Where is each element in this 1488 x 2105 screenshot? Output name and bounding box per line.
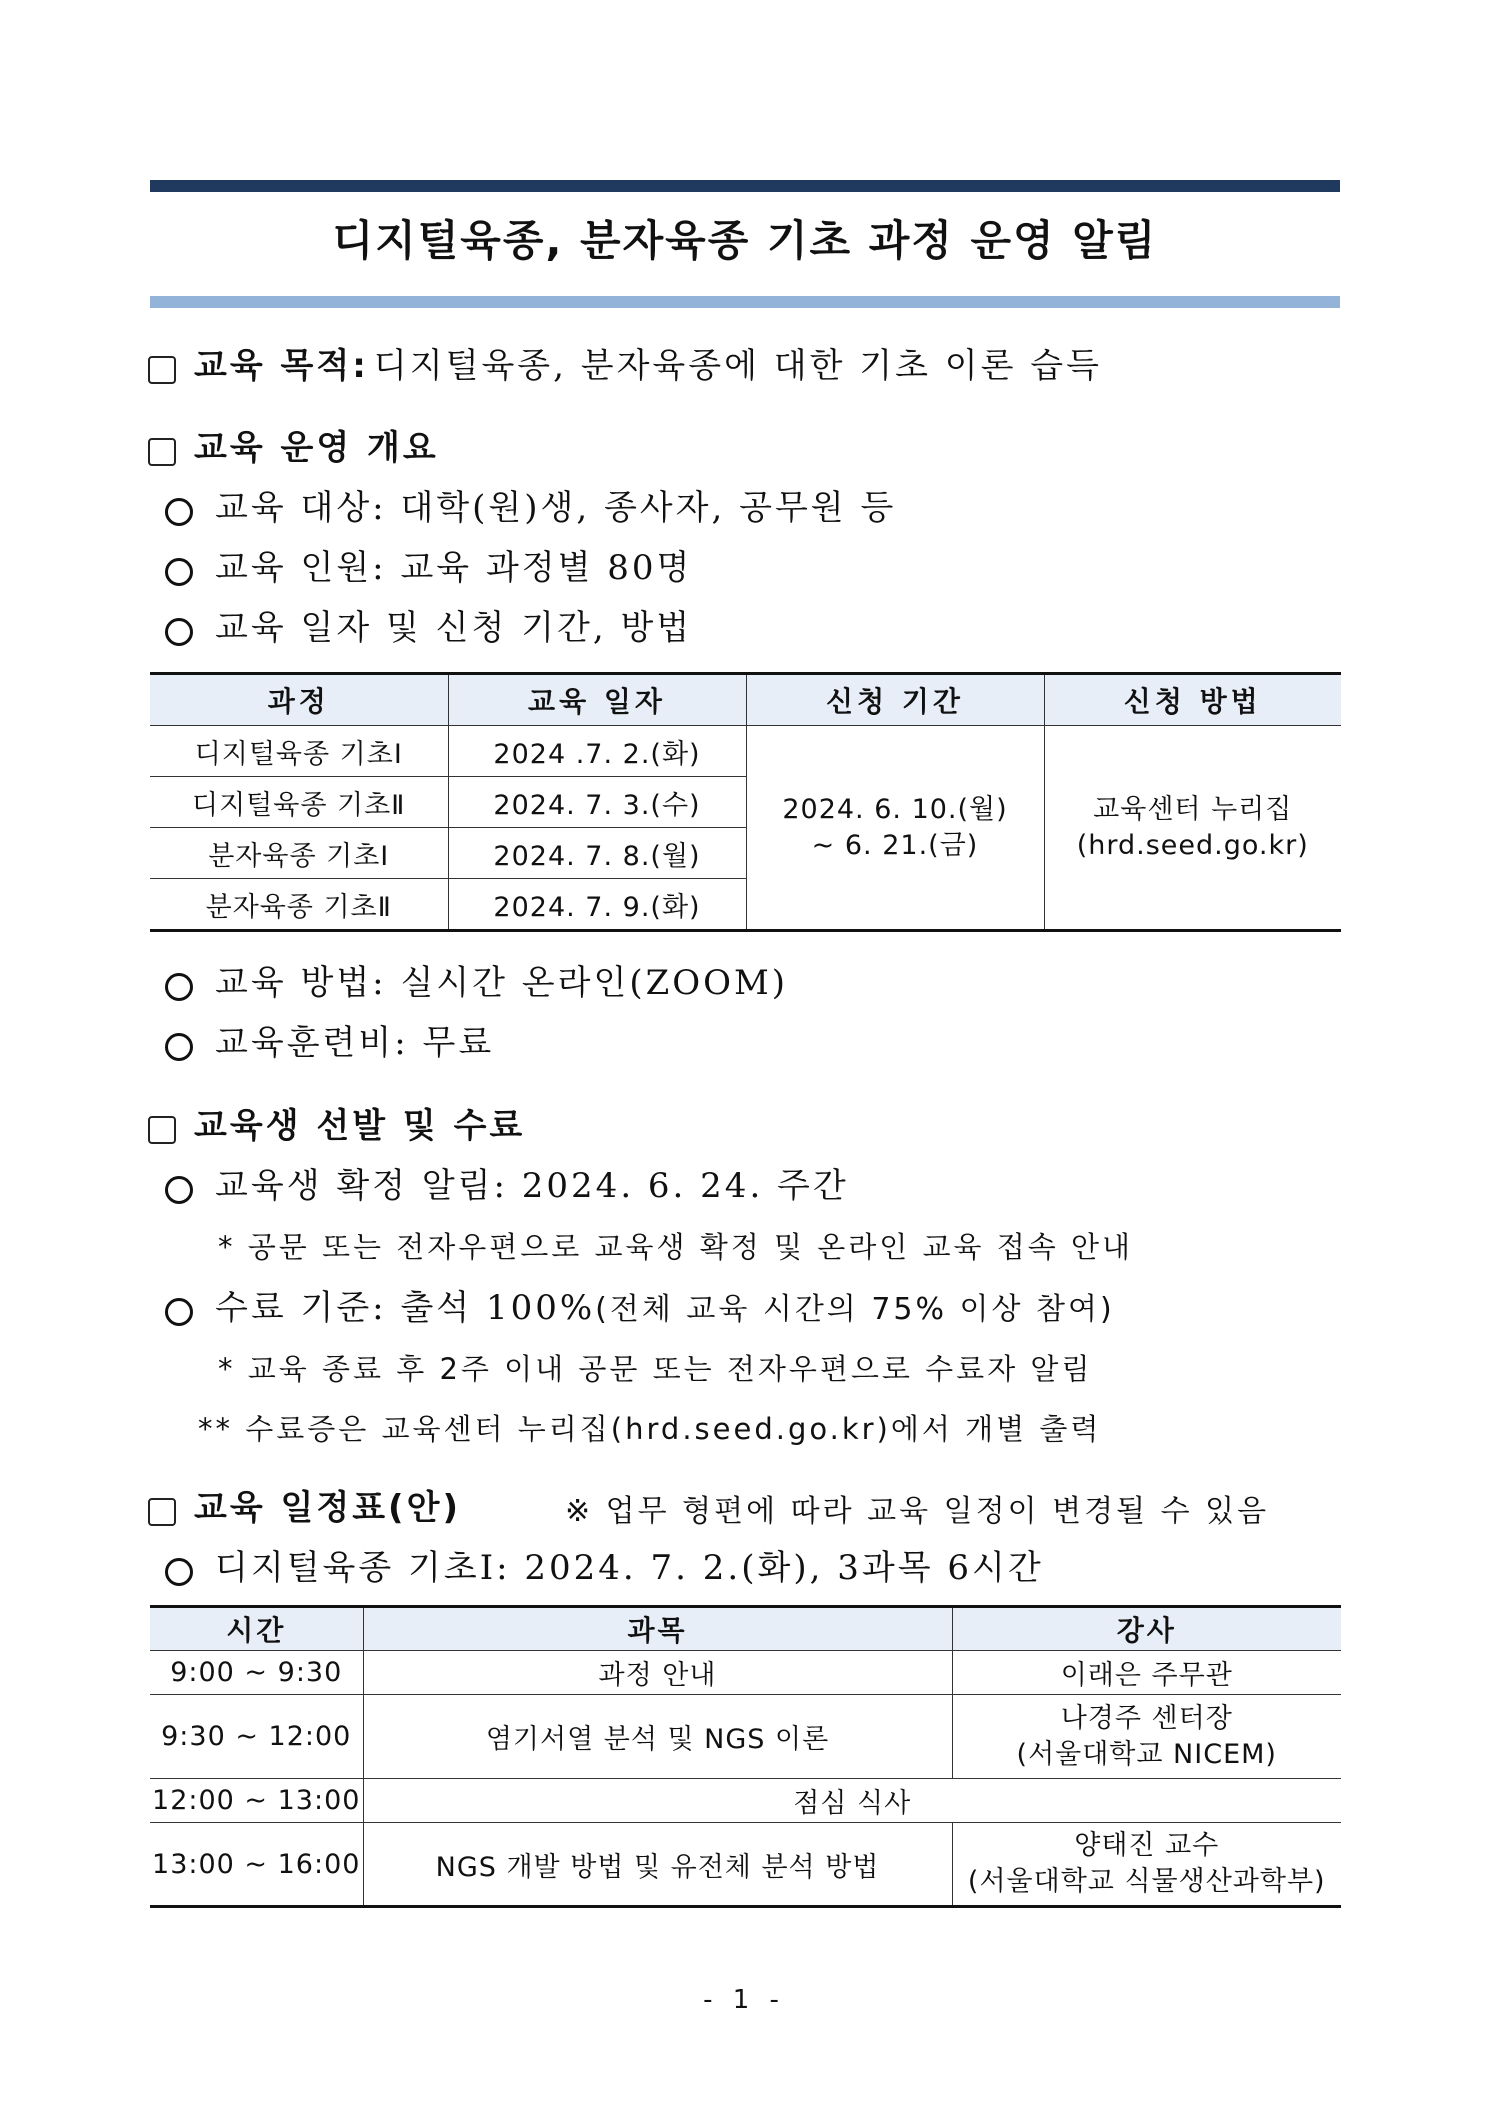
bullet-course-day bbox=[165, 1540, 1044, 1589]
circle-bullet-icon bbox=[165, 1033, 193, 1061]
checkbox-square-icon bbox=[148, 1116, 176, 1144]
title-top-rule bbox=[150, 180, 1340, 192]
bullet-confirm bbox=[165, 1158, 849, 1207]
course-cell: 분자육종 기초Ⅱ bbox=[150, 879, 448, 931]
page-number: - 1 - bbox=[703, 1985, 785, 2015]
bullet-text: 교육훈련비: 무료 bbox=[215, 1023, 495, 1063]
section-timetable bbox=[148, 1480, 461, 1529]
timetable-change-note bbox=[565, 1486, 1269, 1530]
lecturer-name: 양태진 교수 bbox=[1074, 1830, 1220, 1861]
note-certificate bbox=[198, 1407, 1101, 1448]
table-row bbox=[150, 1651, 1341, 1695]
section-heading: 교육 운영 개요 bbox=[194, 428, 439, 468]
daily-timetable bbox=[150, 1605, 1341, 1908]
bullet-schedule bbox=[165, 600, 692, 649]
bullet-fee bbox=[165, 1015, 494, 1064]
table-row bbox=[150, 1823, 1341, 1907]
table-header-row bbox=[150, 1607, 1341, 1651]
application-method-cell bbox=[1044, 726, 1341, 931]
subject-cell: 염기서열 분석 및 NGS 이론 bbox=[363, 1695, 952, 1779]
method-url: (hrd.seed.go.kr) bbox=[1076, 829, 1309, 861]
course-cell: 디지털육종 기초Ⅱ bbox=[150, 777, 448, 828]
bullet-text: 수료 기준: 출석 100% bbox=[215, 1288, 596, 1328]
circle-bullet-icon bbox=[165, 618, 193, 646]
period-line: 2024. 6. 10.(월) bbox=[782, 793, 1008, 825]
bullet-text: 교육 일자 및 신청 기간, 방법 bbox=[215, 608, 693, 648]
bullet-capacity bbox=[165, 540, 692, 589]
time-cell: 12:00 ~ 13:00 bbox=[150, 1779, 363, 1823]
section-text: 디지털육종, 분자육종에 대한 기초 이론 습득 bbox=[373, 346, 1102, 386]
section-heading: 교육생 선발 및 수료 bbox=[194, 1106, 526, 1146]
note-text: ※ 업무 형편에 따라 교육 일정이 변경될 수 있음 bbox=[565, 1494, 1270, 1529]
time-cell: 9:00 ~ 9:30 bbox=[150, 1651, 363, 1695]
section-heading: 교육 일정표(안) bbox=[194, 1488, 461, 1528]
header-cell: 과정 bbox=[150, 674, 448, 726]
subject-cell: NGS 개발 방법 및 유전체 분석 방법 bbox=[363, 1823, 952, 1907]
bullet-text: 교육생 확정 알림: 2024. 6. 24. 주간 bbox=[215, 1166, 849, 1206]
bullet-completion bbox=[165, 1280, 1115, 1329]
course-cell: 분자육종 기초Ⅰ bbox=[150, 828, 448, 879]
header-cell: 시간 bbox=[150, 1607, 363, 1651]
time-cell: 13:00 ~ 16:00 bbox=[150, 1823, 363, 1907]
lecturer-affiliation: (서울대학교 식물생산과학부) bbox=[967, 1866, 1326, 1897]
header-cell: 과목 bbox=[363, 1607, 952, 1651]
header-cell: 교육 일자 bbox=[448, 674, 746, 726]
circle-bullet-icon bbox=[165, 1558, 193, 1586]
section-purpose bbox=[148, 338, 1102, 387]
bullet-method bbox=[165, 955, 788, 1004]
document-title: 디지털육종, 분자육종 기초 과정 운영 알림 bbox=[332, 216, 1158, 265]
bullet-paren-text: (전체 교육 시간의 75% 이상 참여) bbox=[595, 1292, 1115, 1327]
header-cell: 강사 bbox=[952, 1607, 1341, 1651]
table-row bbox=[150, 1695, 1341, 1779]
date-cell: 2024 .7. 2.(화) bbox=[448, 726, 746, 777]
bullet-text: 교육 인원: 교육 과정별 80명 bbox=[215, 548, 693, 588]
lecturer-cell: 이래은 주무관 bbox=[952, 1651, 1341, 1695]
circle-bullet-icon bbox=[165, 1298, 193, 1326]
lecturer-name: 나경주 센터장 bbox=[1060, 1702, 1233, 1734]
period-line: ~ 6. 21.(금) bbox=[811, 829, 979, 861]
header-cell: 신청 방법 bbox=[1044, 674, 1341, 726]
bullet-text: 디지털육종 기초Ⅰ: 2024. 7. 2.(화), 3과목 6시간 bbox=[215, 1548, 1044, 1588]
bullet-text: 교육 방법: 실시간 온라인(ZOOM) bbox=[215, 963, 789, 1003]
note-text: * 교육 종료 후 2주 이내 공문 또는 전자우편으로 수료자 알림 bbox=[218, 1352, 1093, 1386]
subject-cell: 과정 안내 bbox=[363, 1651, 952, 1695]
course-cell: 디지털육종 기초Ⅰ bbox=[150, 726, 448, 777]
table-row bbox=[150, 726, 1341, 777]
lunch-cell: 점심 식사 bbox=[363, 1779, 1341, 1823]
date-cell: 2024. 7. 3.(수) bbox=[448, 777, 746, 828]
circle-bullet-icon bbox=[165, 498, 193, 526]
circle-bullet-icon bbox=[165, 558, 193, 586]
time-cell: 9:30 ~ 12:00 bbox=[150, 1695, 363, 1779]
note-text: * 공문 또는 전자우편으로 교육생 확정 및 온라인 교육 접속 안내 bbox=[218, 1230, 1134, 1264]
note-confirm bbox=[218, 1225, 1133, 1266]
checkbox-square-icon bbox=[148, 1498, 176, 1526]
checkbox-square-icon bbox=[148, 438, 176, 466]
table-row bbox=[150, 1779, 1341, 1823]
header-cell: 신청 기간 bbox=[746, 674, 1044, 726]
table-header-row bbox=[150, 674, 1341, 726]
lecturer-cell bbox=[952, 1695, 1341, 1779]
note-completion bbox=[218, 1347, 1092, 1388]
lecturer-affiliation: (서울대학교 NICEM) bbox=[1016, 1738, 1277, 1770]
date-cell: 2024. 7. 9.(화) bbox=[448, 879, 746, 931]
section-heading: 교육 목적: bbox=[194, 346, 369, 386]
method-line: 교육센터 누리집 bbox=[1093, 793, 1293, 825]
checkbox-square-icon bbox=[148, 356, 176, 384]
lecturer-cell bbox=[952, 1823, 1341, 1907]
circle-bullet-icon bbox=[165, 973, 193, 1001]
title-bottom-rule bbox=[150, 296, 1340, 308]
section-selection bbox=[148, 1098, 525, 1147]
section-overview bbox=[148, 420, 439, 469]
bullet-text: 교육 대상: 대학(원)생, 종사자, 공무원 등 bbox=[215, 488, 897, 528]
course-schedule-table bbox=[150, 672, 1341, 932]
circle-bullet-icon bbox=[165, 1176, 193, 1204]
bullet-target bbox=[165, 480, 896, 529]
application-period-cell bbox=[746, 726, 1044, 931]
note-text: ** 수료증은 교육센터 누리집(hrd.seed.go.kr)에서 개별 출력 bbox=[198, 1412, 1102, 1446]
date-cell: 2024. 7. 8.(월) bbox=[448, 828, 746, 879]
